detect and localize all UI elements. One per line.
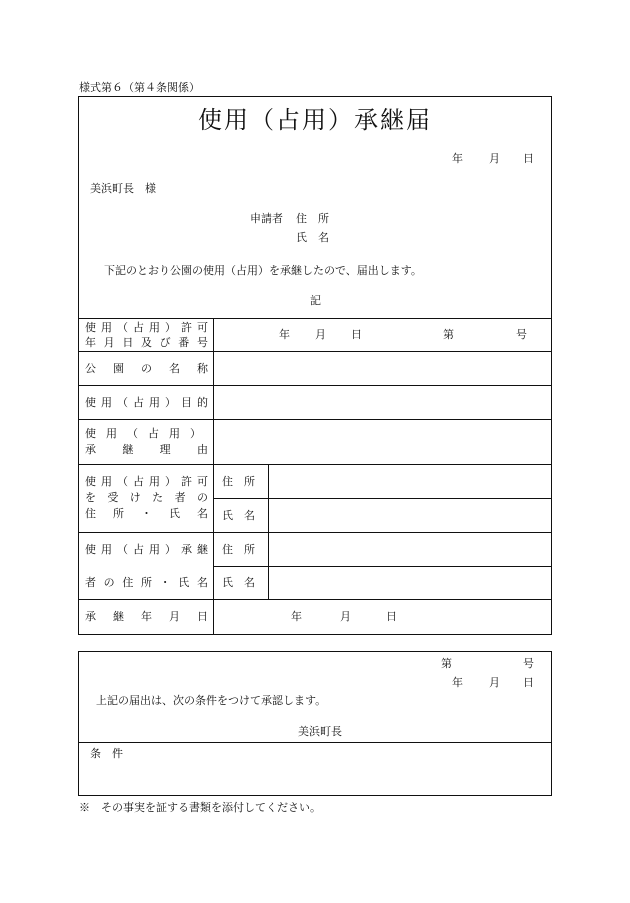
table-line (268, 464, 269, 599)
table-line (78, 351, 552, 352)
approval-day: 日 (523, 676, 534, 689)
permitee-address-label: 住 所 (222, 475, 255, 488)
approval-divider (78, 742, 552, 743)
approval-dai: 第 (441, 657, 452, 670)
addressee: 美浜町長 様 (90, 182, 156, 195)
form-reference: 様式第６（第４条関係） (79, 81, 200, 94)
successor-label-1: 使 用 （ 占 用 ） 承 継 (85, 543, 208, 556)
reason-label-1: 使 用 （ 占 用 ） (85, 427, 201, 440)
permitee-label-3: 住 所 ・ 氏 名 (85, 507, 208, 520)
succession-day: 日 (386, 610, 397, 623)
permitee-name-label: 氏 名 (222, 509, 255, 522)
table-line (78, 385, 552, 386)
condition-label: 条 件 (90, 747, 123, 760)
applicant-label: 申請者 (250, 212, 283, 225)
succession-year: 年 (291, 610, 302, 623)
permit-go: 号 (516, 328, 527, 341)
successor-label-2: 者 の 住 所 ・ 氏 名 (85, 576, 208, 589)
approval-go: 号 (523, 657, 534, 670)
purpose-label: 使 用 （ 占 用 ） 目 的 (85, 396, 208, 409)
succession-month: 月 (340, 610, 351, 623)
park-name-label: 公 園 の 名 称 (85, 362, 208, 375)
table-line (78, 464, 552, 465)
permit-year: 年 (279, 328, 290, 341)
table-line (213, 566, 552, 567)
succession-date-label: 承 継 年 月 日 (85, 610, 208, 623)
statement: 下記のとおり公園の使用（占用）を承継したので、届出します。 (104, 264, 422, 277)
applicant-address-label: 住 所 (296, 212, 329, 225)
ki-label: 記 (310, 294, 321, 307)
reason-label-2: 承 継 理 由 (85, 443, 208, 456)
permit-dai: 第 (443, 328, 454, 341)
permit-day: 日 (351, 328, 362, 341)
footnote: ※ その事実を証する書類を添付してください。 (79, 801, 321, 814)
table-line (78, 599, 552, 600)
table-line (213, 498, 552, 499)
successor-name-label: 氏 名 (222, 576, 255, 589)
table-line (213, 318, 214, 634)
applicant-name-label: 氏 名 (296, 231, 329, 244)
table-line (78, 318, 552, 319)
permit-date-label-1: 使 用 （ 占 用 ） 許 可 (85, 321, 208, 334)
table-line (78, 532, 552, 533)
approval-signer: 美浜町長 (298, 725, 342, 738)
approval-text: 上記の届出は、次の条件をつけて承認します。 (96, 694, 327, 707)
form-title: 使用（占用）承継届 (198, 106, 432, 134)
permit-month: 月 (315, 328, 326, 341)
permit-date-label-2: 年 月 日 及 び 番 号 (85, 336, 208, 349)
successor-address-label: 住 所 (222, 543, 255, 556)
permitee-label-1: 使 用 （ 占 用 ） 許 可 (85, 475, 208, 488)
approval-month: 月 (489, 676, 500, 689)
permitee-label-2: を 受 け た 者 の (85, 491, 208, 504)
table-line (78, 419, 552, 420)
header-month: 月 (489, 152, 500, 165)
approval-section (78, 651, 552, 796)
header-day: 日 (523, 152, 534, 165)
approval-year: 年 (452, 676, 463, 689)
header-year: 年 (452, 152, 463, 165)
